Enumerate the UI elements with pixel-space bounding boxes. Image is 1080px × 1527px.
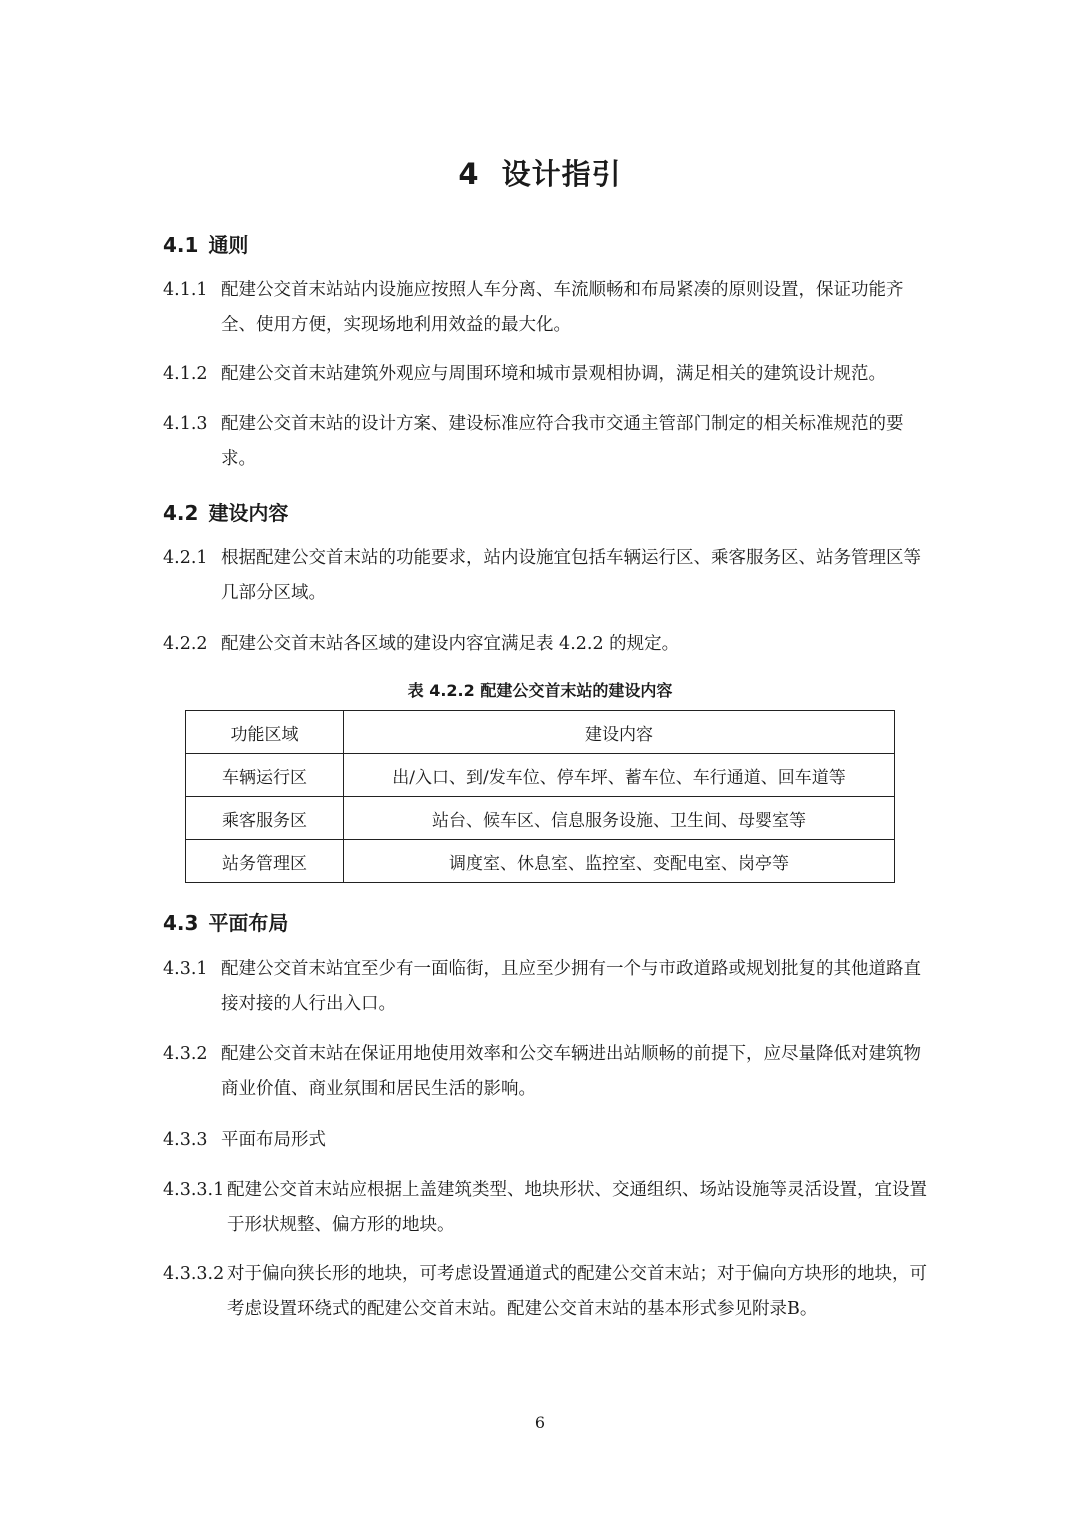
construction-content-table [185,710,895,883]
clause-text: 平面布局形式 [221,1130,326,1150]
table-cell: 站台、候车区、信息服务设施、卫生间、母婴室等 [344,797,895,840]
clause-number: 4.3.3 [163,1130,208,1150]
clause-number: 4.3.3.2 [163,1264,225,1284]
clause-4-3-3-1 [163,1173,933,1243]
clause-text: 配建公交首末站在保证用地使用效率和公交车辆进出站顺畅的前提下，应尽量降低对建筑物商业价值、商业氛围和居民生活的影响。 [221,1044,921,1099]
clause-number: 4.2.1 [163,548,208,568]
clause-text: 配建公交首末站建筑外观应与周围环境和城市景观相协调，满足相关的建筑设计规范。 [221,364,886,384]
clause-4-1-3 [163,407,933,477]
clause-number: 4.2.2 [163,634,208,654]
clause-text: 配建公交首末站的设计方案、建设标准应符合我市交通主管部门制定的相关标准规范的要求。 [221,414,904,469]
chapter-title-text: 设计指引 [501,157,622,191]
table-cell: 调度室、休息室、监控室、变配电室、岗亭等 [344,840,895,883]
clause-4-1-1 [163,273,933,343]
table-header-row [186,711,895,754]
clause-4-1-2 [163,357,933,392]
clause-text: 配建公交首末站站内设施应按照人车分离、车流顺畅和布局紧凑的原则设置，保证功能齐全、使用方便，实现场地利用效益的最大化。 [221,280,904,335]
clause-number: 4.3.3.1 [163,1180,225,1200]
clause-text: 配建公交首末站各区域的建设内容宜满足表 4.2.2 的规定。 [221,634,680,654]
clause-number: 4.1.3 [163,414,208,434]
clause-text: 配建公交首末站宜至少有一面临街，且应至少拥有一个与市政道路或规划批复的其他道路直接对接的人行出入口。 [221,959,921,1014]
clause-number: 4.3.1 [163,959,208,979]
clause-4-3-1 [163,952,933,1022]
section-heading-4-3: 4.3 平面布局 [163,911,289,935]
table-cell: 出/入口、到/发车位、停车坪、蓄车位、车行通道、回车道等 [344,754,895,797]
chapter-title [0,152,1080,193]
table-cell: 乘客服务区 [186,797,344,840]
table-cell: 车辆运行区 [186,754,344,797]
clause-4-3-3-2 [163,1257,933,1327]
table-row [186,754,895,797]
table-cell: 站务管理区 [186,840,344,883]
chapter-number: 4 [458,157,480,191]
clause-text: 配建公交首末站应根据上盖建筑类型、地块形状、交通组织、场站设施等灵活设置，宜设置于形状规整、偏方形的地块。 [227,1180,927,1235]
clause-4-2-2 [163,627,933,662]
clause-number: 4.1.2 [163,364,208,384]
clause-4-3-2 [163,1037,933,1107]
clause-number: 4.3.2 [163,1044,208,1064]
clause-4-3-3 [163,1123,933,1158]
table-caption: 表 4.2.2 配建公交首末站的建设内容 [407,681,673,700]
clause-text: 根据配建公交首末站的功能要求，站内设施宜包括车辆运行区、乘客服务区、站务管理区等几部分区域。 [221,548,921,603]
section-heading-4-2: 4.2 建设内容 [163,501,289,525]
clause-number: 4.1.1 [163,280,208,300]
clause-text: 对于偏向狭长形的地块，可考虑设置通道式的配建公交首末站；对于偏向方块形的地块，可考虑设置环绕式的配建公交首末站。配建公交首末站的基本形式参见附录B。 [227,1264,927,1319]
section-heading-4-1: 4.1 通则 [163,233,249,257]
page-number: 6 [534,1413,546,1432]
clause-4-2-1 [163,541,933,611]
table-row [186,797,895,840]
table-header-cell: 功能区域 [186,711,344,754]
table-row [186,840,895,883]
table-header-cell: 建设内容 [344,711,895,754]
